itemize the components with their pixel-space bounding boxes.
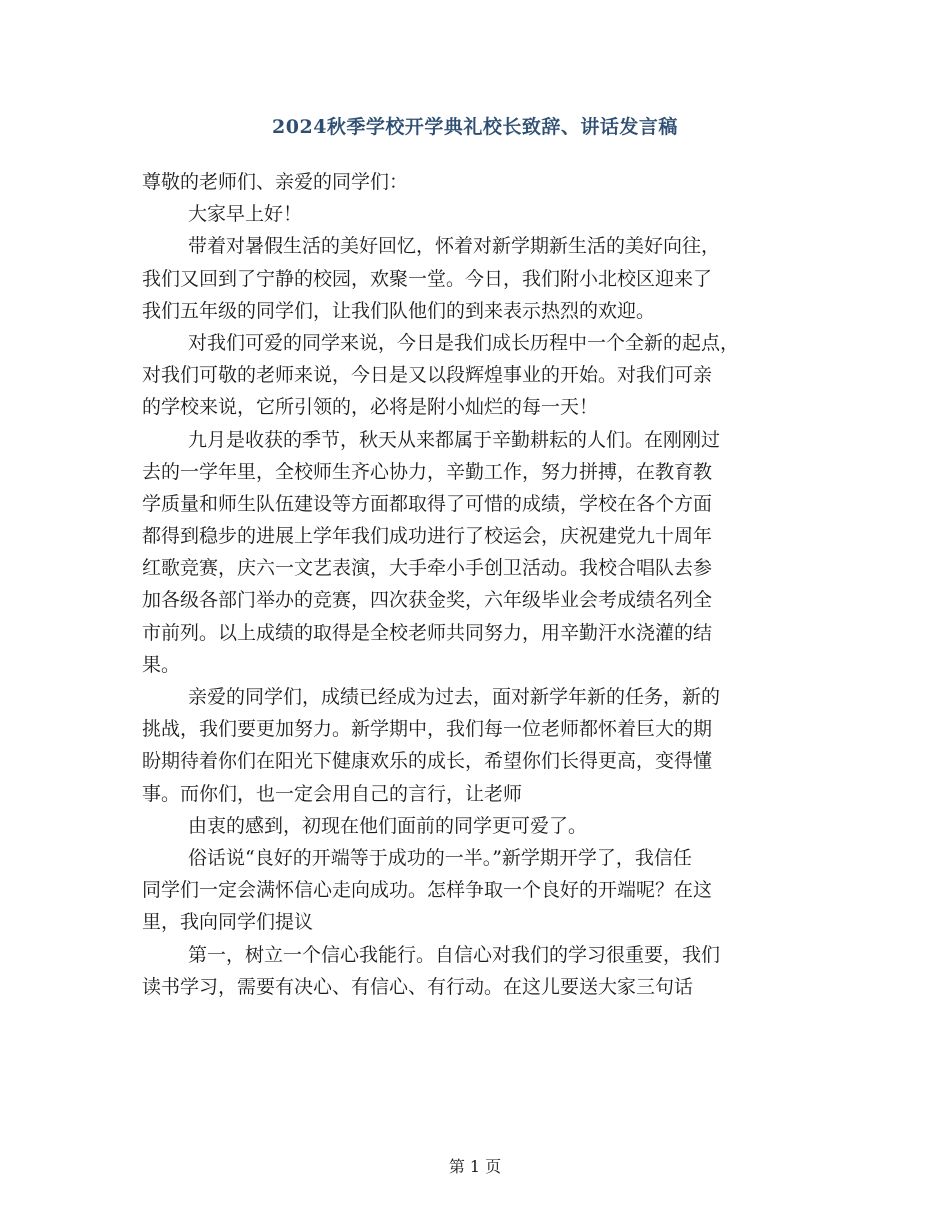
text-line: 由衷的感到，初现在他们面前的同学更可爱了。 <box>188 814 588 837</box>
text-line: 都得到稳步的进展上学年我们成功进行了校运会，庆祝建党九十周年 <box>142 525 713 548</box>
text-line: 市前列。以上成绩的取得是全校老师共同努力，用辛勤汗水浇灌的结 <box>142 621 713 644</box>
text-line: 同学们一定会满怀信心走向成功。怎样争取一个良好的开端呢？在这 <box>142 879 713 902</box>
text-line: 俗话说“良好的开端等于成功的一半。”新学期开学了，我信任 <box>188 846 692 869</box>
text-line: 对我们可敬的老师来说，今日是又以段辉煌事业的开始。对我们可亲 <box>142 364 713 387</box>
text-line: 大家早上好！ <box>188 203 303 226</box>
text-line: 九月是收获的季节，秋天从来都属于辛勤耕耘的人们。在刚刚过 <box>188 428 721 451</box>
document-body <box>142 166 802 1003</box>
text-line: 学质量和师生队伍建设等方面都取得了可惜的成绩，学校在各个方面 <box>142 492 713 515</box>
text-line: 事。而你们，也一定会用自己的言行，让老师 <box>142 782 523 805</box>
document-title: 2024秋季学校开学典礼校长致辞、讲话发言稿 <box>272 116 678 138</box>
text-line: 对我们可爱的同学来说，今日是我们成长历程中一个全新的起点， <box>188 331 740 354</box>
text-line: 盼期待着你们在阳光下健康欢乐的成长，希望你们长得更高，变得懂 <box>142 750 713 773</box>
text-line: 我们五年级的同学们，让我们队他们的到来表示热烈的欢迎。 <box>142 299 656 322</box>
text-line: 挑战，我们要更加努力。新学期中，我们每一位老师都怀着巨大的期 <box>142 718 713 741</box>
text-line: 第一，树立一个信心我能行。自信心对我们的学习很重要，我们 <box>188 943 721 966</box>
text-line: 读书学习，需要有决心、有信心、有行动。在这儿要送大家三句话 <box>142 975 694 998</box>
text-line: 带着对暑假生活的美好回忆，怀着对新学期新生活的美好向往， <box>188 235 721 258</box>
text-line: 里，我向同学们提议 <box>142 911 314 934</box>
text-line: 红歌竞赛，庆六一文艺表演，大手牵小手创卫活动。我校合唱队去参 <box>142 557 713 580</box>
text-line: 的学校来说，它所引领的，必将是附小灿烂的每一天！ <box>142 396 599 419</box>
text-line: 加各级各部门举办的竞赛，四次获金奖，六年级毕业会考成绩名列全 <box>142 589 713 612</box>
page-number: 第 1 页 <box>448 1157 502 1176</box>
text-line: 去的一学年里，全校师生齐心协力，辛勤工作，努力拼搏，在教育教 <box>142 460 713 483</box>
text-line: 我们又回到了宁静的校园，欢聚一堂。今日，我们附小北校区迎来了 <box>142 267 713 290</box>
text-line: 亲爱的同学们，成绩已经成为过去，面对新学年新的任务，新的 <box>188 686 721 708</box>
text-line: 果。 <box>142 653 181 676</box>
salutation-line: 尊敬的老师们、亲爱的同学们： <box>142 171 409 193</box>
